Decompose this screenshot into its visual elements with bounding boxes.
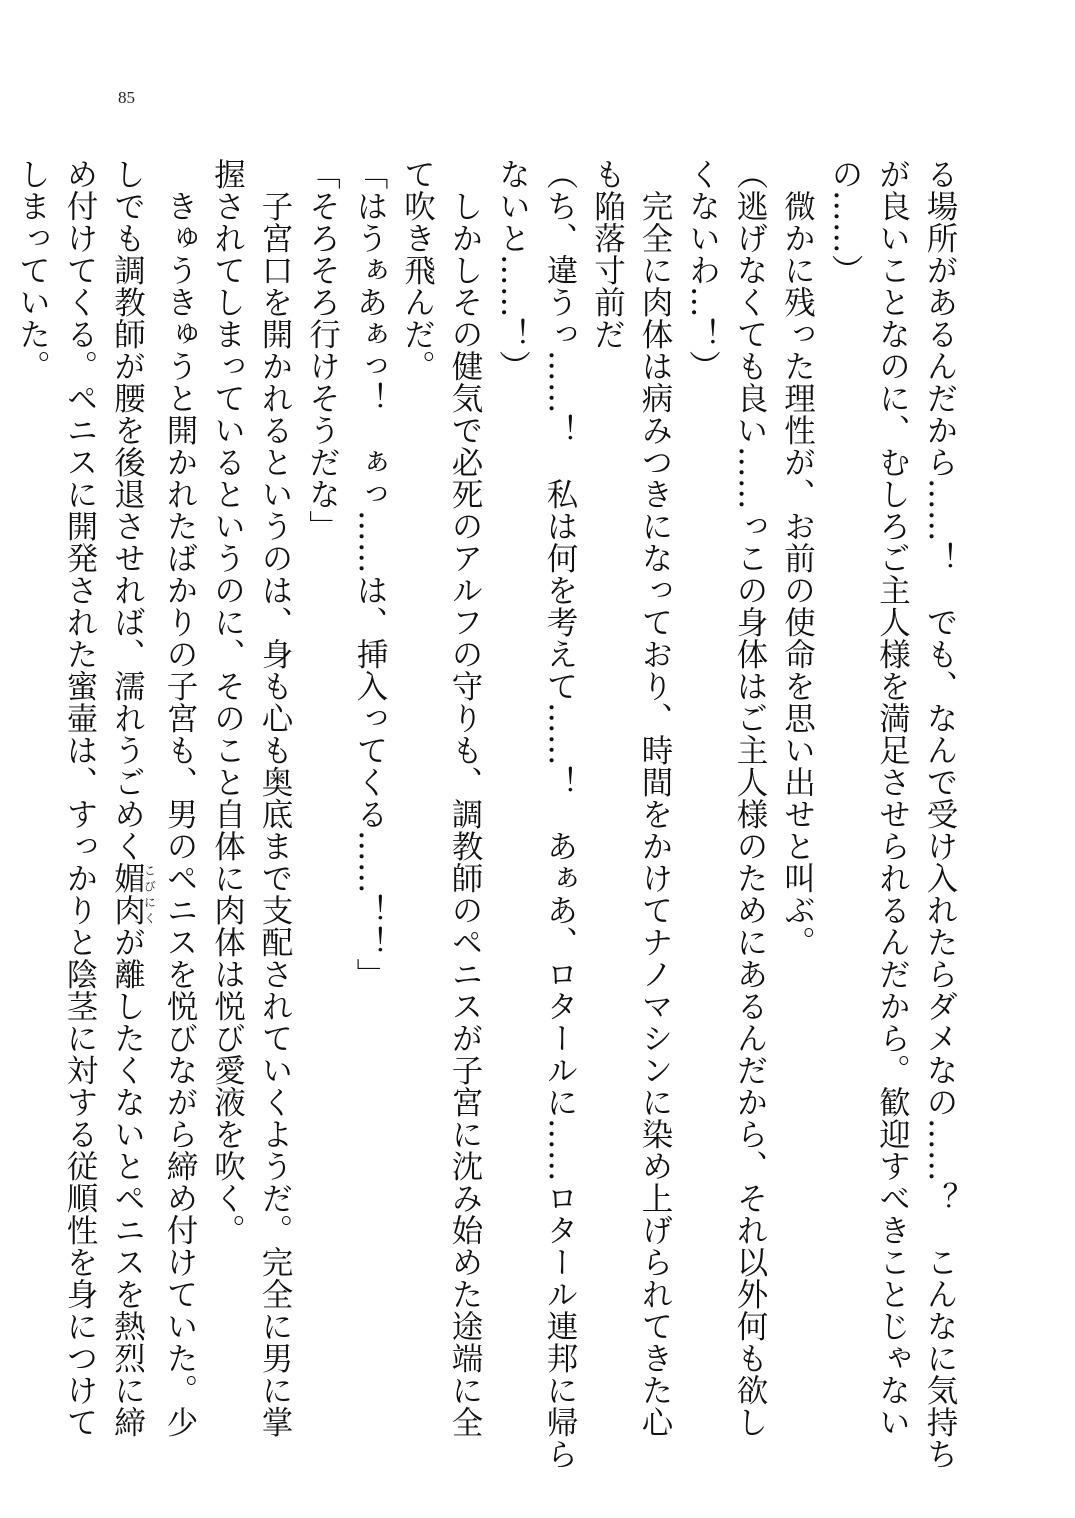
text-line: 子宮口を開かれるというのは、身も心も奥底まで支配されていくようだ。完全に男に掌 xyxy=(257,158,293,1438)
ruby-annotation: 媚肉こびにく xyxy=(109,862,157,926)
text-line: 「そろそろ行けそうだな」 xyxy=(304,158,341,542)
text-line: て吹き飛んだ。 xyxy=(399,158,436,382)
text-line: め付けてくる。ペニスに開発された蜜壷は、すっかりと陰茎に対する従順性を身につけて xyxy=(62,158,98,1438)
text-line: きゅうきゅうと開かれたばかりの子宮も、男のペニスを悦びながら締め付けていた。少 xyxy=(162,158,198,1438)
text-line: （ち、違うっ……！ 私は何を考えて……！ あぁあ、ロタールに……ロタール連邦に帰ら xyxy=(542,158,578,1470)
text-line: くないわ…！） xyxy=(684,158,721,382)
text-line: が良いことなのに、むしろご主人様を満足させられるんだから。歓迎すべきことじゃない xyxy=(874,158,911,1438)
ruby-reading: こびにく xyxy=(142,862,157,926)
text-line: 完全に肉体は病みつきになっており、時間をかけてナノマシンに染め上げられてきた心 xyxy=(637,158,673,1438)
novel-body-text xyxy=(8,158,963,1470)
text-line: る場所があるんだから……！ でも、なんで受け入れたらダメなの……？ こんなに気持ち xyxy=(922,158,958,1470)
text-line: の……） xyxy=(827,158,863,286)
text-line: しかしその健気で必死のアルフの守りも、調教師のペニスが子宮に沈み始めた途端に全 xyxy=(447,158,483,1438)
text-line: しまっていた。 xyxy=(14,158,51,382)
text-line: 微かに残った理性が、お前の使命を思い出せと叫ぶ。 xyxy=(779,158,816,958)
text-line: しでも調教師が腰を後退させれば、濡れうごめく媚肉こびにくが離したくないとペニスを熱烈に締 xyxy=(109,158,157,1438)
text-line: 握されてしまっているというのに、そのこと自体に肉体は悦び愛液を吹く。 xyxy=(209,158,246,1246)
text-line: 「はうぁあぁっ！ ぁっ……は、挿入ってくる……！！」 xyxy=(352,158,388,990)
page-number: 85 xyxy=(118,88,135,107)
text-line: （逃げなくても良い……っこの身体はご主人様のためにあるんだから、それ以外何も欲し xyxy=(732,158,768,1438)
text-line: ないと……！） xyxy=(494,158,531,382)
text-line: も陥落寸前だ xyxy=(589,158,626,350)
